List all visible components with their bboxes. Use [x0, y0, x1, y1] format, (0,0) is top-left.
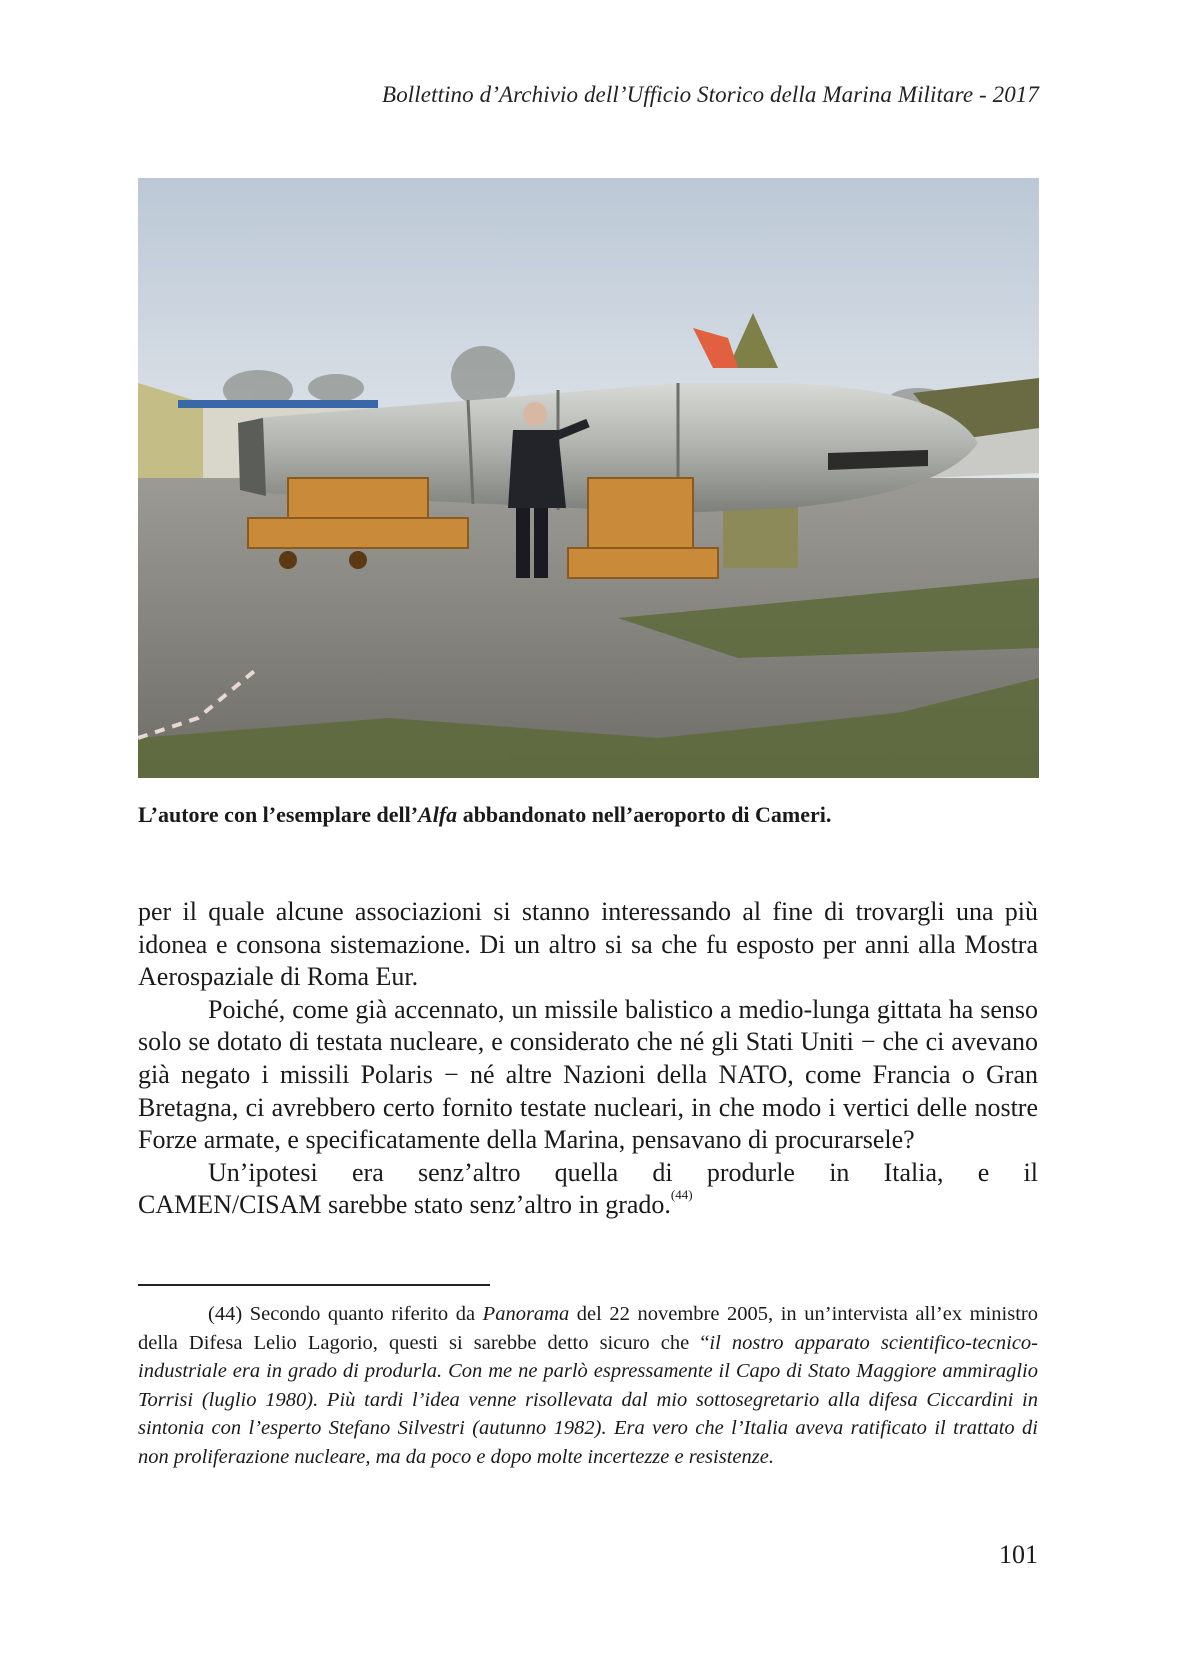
missile-tail — [238, 418, 266, 496]
paragraph-3-line-1: Un’ipotesi era senz’altro quella di produrle in Italia, e il — [208, 1157, 1038, 1187]
building-roof-blue — [178, 400, 378, 408]
footnote-source: Panorama — [482, 1303, 570, 1325]
footnote — [138, 1300, 1038, 1472]
paragraph-3-line-2 — [138, 1189, 1038, 1222]
footnote-rule — [138, 1284, 490, 1286]
body-text — [138, 896, 1038, 1222]
paragraph-2: Poiché, come già accennato, un missile balistico a medio-lunga gittata ha senso solo se dotato di testata nucleare, e considerato che né gli Stati Uniti − che ci avevano già negato i missili Polaris − né altre Nazioni della NATO, come Francia o Gran Bretagna, ci avrebbero certo fornito testate nucleari, in che modo i vertici delle nostre Forze armate, e specificatamente della Marina, pensavano di procurarsele? — [138, 994, 1038, 1155]
paragraph-1: per il quale alcune associazioni si stanno interessando al fine di trovargli una più idonea e consona sistemazione. Di un altro si sa che fu esposto per anni alla Mostra Aerospaziale di Roma Eur. — [138, 897, 1038, 992]
figure-caption — [138, 802, 831, 828]
page-number: 101 — [999, 1540, 1038, 1569]
footnote-paragraph — [138, 1300, 1038, 1472]
caption-emphasis: Alfa — [418, 802, 458, 827]
footnote-quote: il nostro apparato scientifico-tecnico-industriale era in grado di produrla. Con me ne parlò espressamente il Capo di Stato Maggiore ammiraglio Torrisi (luglio 1980). Più tardi l’idea venne risollevata dal mio sottosegretario alla difesa Ciccardini in sintonia con l’esperto Stefano Silvestri (autunno 1982). Era vero che l’Italia aveva ratificato il trattato di non proliferazione nucleare, ma da poco e dopo molte incertezze e resistenze. — [138, 1331, 1038, 1468]
footnote-number: (44) — [208, 1303, 243, 1325]
caption-suffix: abbandonato nell’aeroporto di Cameri. — [457, 802, 832, 827]
figure-photo-missile — [138, 178, 1039, 778]
footnote-text-2: del 22 novembre 2005, in un’intervista all’ex ministro della Difesa Lelio Lagorio, questi si sarebbe detto sicuro che “ — [138, 1303, 1038, 1354]
footnote-text-1: Secondo quanto riferito da — [242, 1303, 483, 1325]
running-header: Bollettino d’Archivio dell’Ufficio Storico della Marina Militare - 2017 — [382, 82, 1039, 107]
paragraph-3-text: CAMEN/CISAM sarebbe stato senz’altro in grado. — [138, 1190, 671, 1220]
missile-photo-illustration — [138, 178, 1039, 778]
footnote-reference[interactable]: (44) — [670, 1187, 693, 1203]
caption-prefix: L’autore con l’esemplare dell’ — [138, 802, 419, 827]
